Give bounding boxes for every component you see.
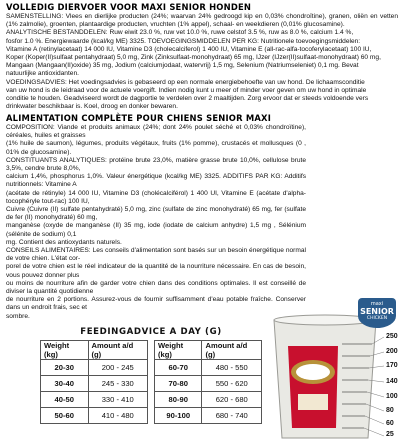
fr-text-line: porel de votre chien est le réel indicateur de la quantité de la nourriture nécessaire. En cas de besoin, vous pouvez donner plus	[6, 263, 306, 279]
amount-cell: 330 - 410	[88, 392, 147, 408]
column-gap	[147, 360, 154, 376]
fr-text-line: (1% huile de saumon), légumes, produits végétaux, fruits (1% pomme), crustacés et mollusques (0 , 01% de glucosamine).	[6, 140, 306, 156]
nl-text-line: conditie te houden. Geadviseerd wordt de dagportie te verdelen over 2 maaltijden. Zorg ervoor dat er steeds voldoende vers	[6, 95, 369, 103]
column-gap	[147, 341, 154, 360]
scale-label-250: 250	[386, 333, 398, 340]
maxi-senior-badge	[358, 298, 396, 328]
header-amount-1: Amount a/d (g)	[88, 341, 147, 360]
nl-text-line: natuurlijke antioxidanten.	[6, 70, 79, 78]
scale-label-100: 100	[386, 393, 398, 400]
column-gap	[147, 408, 154, 424]
weight-cell: 30-40	[41, 376, 89, 392]
amount-cell: 410 - 480	[88, 408, 147, 424]
nl-text-line: VOEDINGSADVIES: Het voedingsadvies is gebaseerd op een normale energiebehoefte van uw hond. De lichaamsconditie	[6, 78, 365, 86]
feeding-table	[40, 340, 262, 424]
nl-heading: VOLLEDIG DIERVOER VOOR MAXI SENIOR HONDEN	[6, 2, 252, 12]
scale-label-60: 60	[386, 420, 394, 427]
nl-text-line: drinkwater beschikbaar is. Koel, droog en donker bewaren.	[6, 103, 178, 111]
fr-text-line: ou moins de nourriture afin de garder votre chien dans des conditions optimales. Il est conseillé de diviser la quantité quotidienne	[6, 279, 306, 296]
fr-text-line: Cuivre (Cuivre (II) sulfate pentahydraté) 5,0 mg, zinc (sulfate de zinc monohydraté) 65 mg, fer (sulfate de fer (II) monohydraté) 60 mg,	[6, 206, 306, 222]
weight-cell: 80-90	[154, 392, 202, 408]
weight-cell: 70-80	[154, 376, 202, 392]
scale-label-25: 25	[386, 431, 394, 438]
header-amount-2: Amount a/d (g)	[202, 341, 262, 360]
badge-line-1: maxi	[370, 301, 384, 307]
weight-cell: 50-60	[41, 408, 89, 424]
feeding-table-title: FEEDINGADVICE A DAY (G)	[80, 327, 222, 337]
header-weight-2: Weight (kg)	[154, 341, 202, 360]
amount-cell: 550 - 620	[202, 376, 262, 392]
table-row	[41, 408, 262, 424]
scale-label-80: 80	[386, 407, 394, 414]
fr-text-line: sombre.	[6, 312, 30, 320]
column-gap	[147, 376, 154, 392]
bag-label	[288, 346, 338, 428]
weight-cell: 90-100	[154, 408, 202, 424]
badge-line-2: SENIOR	[360, 307, 394, 316]
fr-text-line: COMPOSITION: Viande et produits animaux (24%; dont 24% poulet séché et 0,03% chondroïtine), céréales, huiles et graisses	[6, 124, 306, 140]
badge-line-3: CHICKEN	[366, 316, 388, 321]
scale-label-170: 170	[386, 362, 398, 369]
nl-paragraph	[6, 13, 398, 111]
table-row	[41, 360, 262, 376]
fr-text-line: mg. Contient des antioxydants naturels.	[6, 238, 122, 246]
amount-cell: 680 - 740	[202, 408, 262, 424]
nl-text-line: Koper (Koper(II)sulfaat pentahydraat) 5,0 mg, Zink (Zinksulfaat-monohydraat) 65 mg, IJzer (IJzer(II)sulfaat-monohydraat) 60 mg,	[6, 54, 381, 62]
amount-cell: 480 - 550	[202, 360, 262, 376]
weight-cell: 20-30	[41, 360, 89, 376]
bag-photo	[298, 394, 328, 410]
fr-text-line: CONSTITUANTS ANALYTIQUES: protéine brute 23,0%, matière grasse brute 10,0%, cellulose brute 3,5%, cendre brute 8,0%,	[6, 156, 306, 173]
table-row	[41, 392, 262, 408]
feeding-table-header	[41, 341, 262, 360]
amount-cell: 245 - 330	[88, 376, 147, 392]
fr-text-line: (acétate de rétinyle) 14 000 IU, Vitamine D3 (cholécalciférol) 1 400 UI, Vitamine E (acétate d'alpha-tocophéryle tout-rac) 100 IU,	[6, 189, 306, 205]
nl-text-line: ANALYTISCHE BESTANDDELEN: Ruw eiwit 23.0 %, ruw vet 10.0 %, ruwe celstof 3.5 %, ruw as 8.0 %, calcium 1.4 %,	[6, 29, 354, 37]
amount-cell: 200 - 245	[88, 360, 147, 376]
nl-text-line: fosfor 1.0 %. Energiewaarde (kcal/kg ME) 3325. TOEVOEGINGSMIDDELEN PER KG: Nutritionele toevoegingsmiddelen:	[6, 37, 361, 45]
fr-text-line: CONSEILS ALIMENTAIRES: Les conseils d'alimentation sont basés sur un besoin énergétique normal de votre chien. L'état cor-	[6, 247, 306, 263]
scale-label-140: 140	[386, 378, 398, 385]
nl-text-line: van uw hond is de leidraad voor de actuele voergift. Indien nodig kunt u meer of minder voer geven om uw hond in optimale	[6, 86, 367, 94]
amount-cell: 620 - 680	[202, 392, 262, 408]
weight-cell: 60-70	[154, 360, 202, 376]
bag-emblem-inner	[296, 364, 330, 380]
table-row	[41, 376, 262, 392]
nl-text-line: Vitamine A (retinylacetaat) 14 000 IU, Vitamine D3 (cholecalciferol) 1 400 IU, Vitamine E (all-rac-alfa-tocoferylacetaat) 100 IU,	[6, 45, 372, 53]
measuring-cup-illustration	[268, 298, 406, 440]
column-gap	[147, 392, 154, 408]
fr-text-line: de nourriture en 2 portions. Assurez-vous de fournir suffisamment d'eau potable fraîche. Conserver dans un endroit frais, sec et	[6, 296, 306, 312]
nl-text-line: SAMENSTELLING: Vlees en dierlijke producten (24%; waarvan 24% gedroogd kip en 0,03% chondroïtine), granen, oliën en vetten (1% zalmolie), groenten, plantaardige producten, vruchten (1% appel), schaal- en weekdieren (0,01% glucosamine).	[6, 13, 398, 29]
fr-heading: ALIMENTATION COMPLÈTE POUR CHIENS SENIOR MAXI	[6, 113, 272, 123]
fr-text-line: manganèse (oxyde de manganèse (II) 35 mg, iode (iodate de calcium anhydre) 1,5 mg , Sélénium (sélénite de sodium) 0,1	[6, 222, 306, 238]
nl-text-line: Mangaan (Mangaan(II)oxide) 35 mg, Jodium (calciumjodaat, watervrij) 1,5 mg, Selenium (Natriumseleniet) 0,1 mg. Bevat	[6, 62, 359, 70]
fr-paragraph	[6, 124, 306, 321]
weight-cell: 40-50	[41, 392, 89, 408]
scale-label-200: 200	[386, 348, 398, 355]
header-weight-1: Weight (kg)	[41, 341, 89, 360]
fr-text-line: calcium 1,4%, phosphorus 1,0%. Valeur énergétique (kcal/kg ME) 3325. ADDITIFS PAR KG: Additifs nutritionnels: Vitamine A	[6, 173, 306, 189]
